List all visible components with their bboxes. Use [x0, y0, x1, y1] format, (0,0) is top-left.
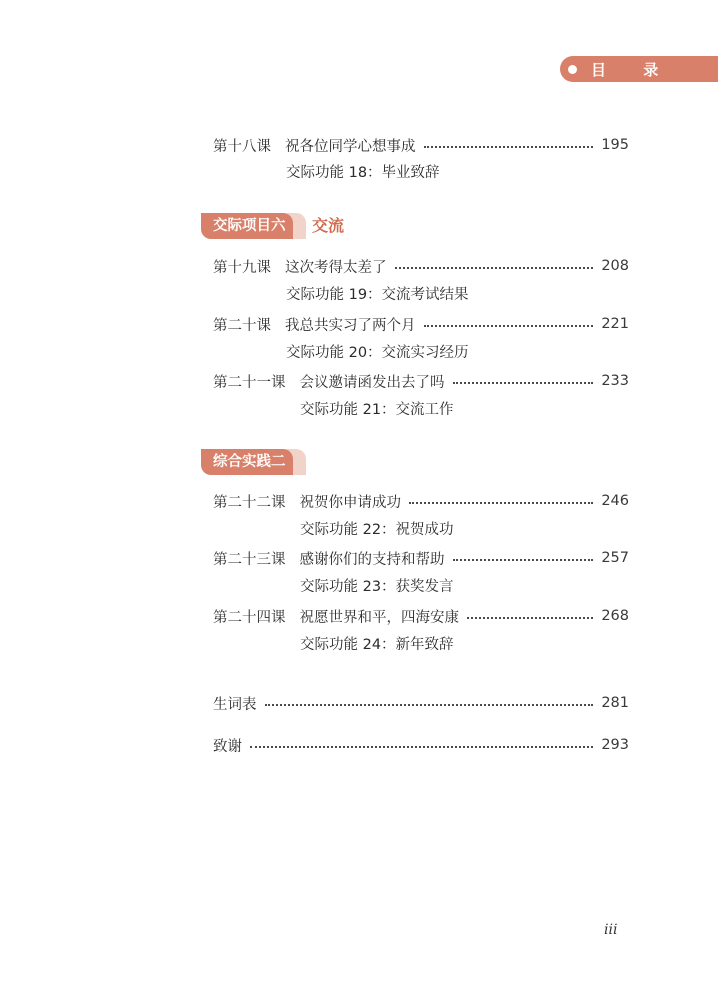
communicative-function: 交际功能 18：毕业致辞 [286, 165, 440, 181]
dot-leader [467, 617, 593, 619]
dot-leader [265, 704, 594, 706]
page-number: 233 [601, 373, 629, 389]
lesson-number: 第二十二课 [213, 494, 286, 511]
footer-page-number: iii [604, 922, 618, 938]
section-badge: 交际项目六 [201, 213, 293, 239]
page-number: 195 [601, 137, 629, 153]
lesson-number: 第二十三课 [213, 551, 286, 568]
toc-entry-acknowledgements[interactable] [213, 733, 629, 757]
communicative-function: 交际功能 19：交流考试结果 [286, 287, 469, 303]
lesson-number: 第二十一课 [213, 374, 286, 391]
dot-leader [409, 502, 593, 504]
communicative-function: 交际功能 24：新年致辞 [300, 637, 454, 653]
lesson-title: 祝愿世界和平，四海安康 [299, 609, 459, 626]
toc-entry-lesson-21[interactable] [213, 369, 629, 393]
lesson-title: 感谢你们的支持和帮助 [299, 551, 445, 568]
page-number: 208 [601, 258, 629, 274]
communicative-function: 交际功能 21：交流工作 [300, 402, 454, 418]
page-number: 293 [601, 737, 629, 753]
lesson-title: 会议邀请函发出去了吗 [299, 374, 445, 391]
communicative-function: 交际功能 20：交流实习经历 [286, 345, 469, 361]
communicative-function: 交际功能 22：祝贺成功 [300, 522, 454, 538]
page-number: 268 [601, 608, 629, 624]
page-number: 257 [601, 550, 629, 566]
toc-entry-lesson-19[interactable] [213, 254, 629, 278]
page-number: 246 [601, 493, 629, 509]
lesson-title: 这次考得太差了 [285, 259, 387, 276]
toc-title: 目 录 [591, 60, 675, 79]
lesson-title: 我总共实习了两个月 [285, 317, 416, 334]
section-badge: 综合实践二 [201, 449, 293, 475]
dot-leader [250, 746, 593, 748]
dot-leader [453, 559, 594, 561]
appendix-title: 生词表 [213, 696, 257, 713]
dot-leader [395, 267, 594, 269]
lesson-number: 第二十课 [213, 317, 271, 334]
lesson-title: 祝贺你申请成功 [299, 494, 401, 511]
toc-entry-lesson-18[interactable] [213, 133, 629, 157]
toc-entry-lesson-23[interactable] [213, 546, 629, 570]
page-number: 281 [601, 695, 629, 711]
dot-leader [453, 382, 594, 384]
dot-leader [424, 325, 594, 327]
communicative-function: 交际功能 23：获奖发言 [300, 579, 454, 595]
dot-leader [424, 146, 594, 148]
toc-entry-glossary[interactable] [213, 691, 629, 715]
lesson-number: 第十八课 [213, 138, 271, 155]
bullet-dot-icon [568, 65, 577, 74]
lesson-title: 祝各位同学心想事成 [285, 138, 416, 155]
lesson-number: 第二十四课 [213, 609, 286, 626]
toc-header-tab [560, 56, 718, 82]
toc-entry-lesson-24[interactable] [213, 604, 629, 628]
section-title: 交流 [312, 216, 345, 235]
appendix-title: 致谢 [213, 738, 242, 755]
lesson-number: 第十九课 [213, 259, 271, 276]
toc-entry-lesson-20[interactable] [213, 312, 629, 336]
page-number: 221 [601, 316, 629, 332]
toc-entry-lesson-22[interactable] [213, 489, 629, 513]
